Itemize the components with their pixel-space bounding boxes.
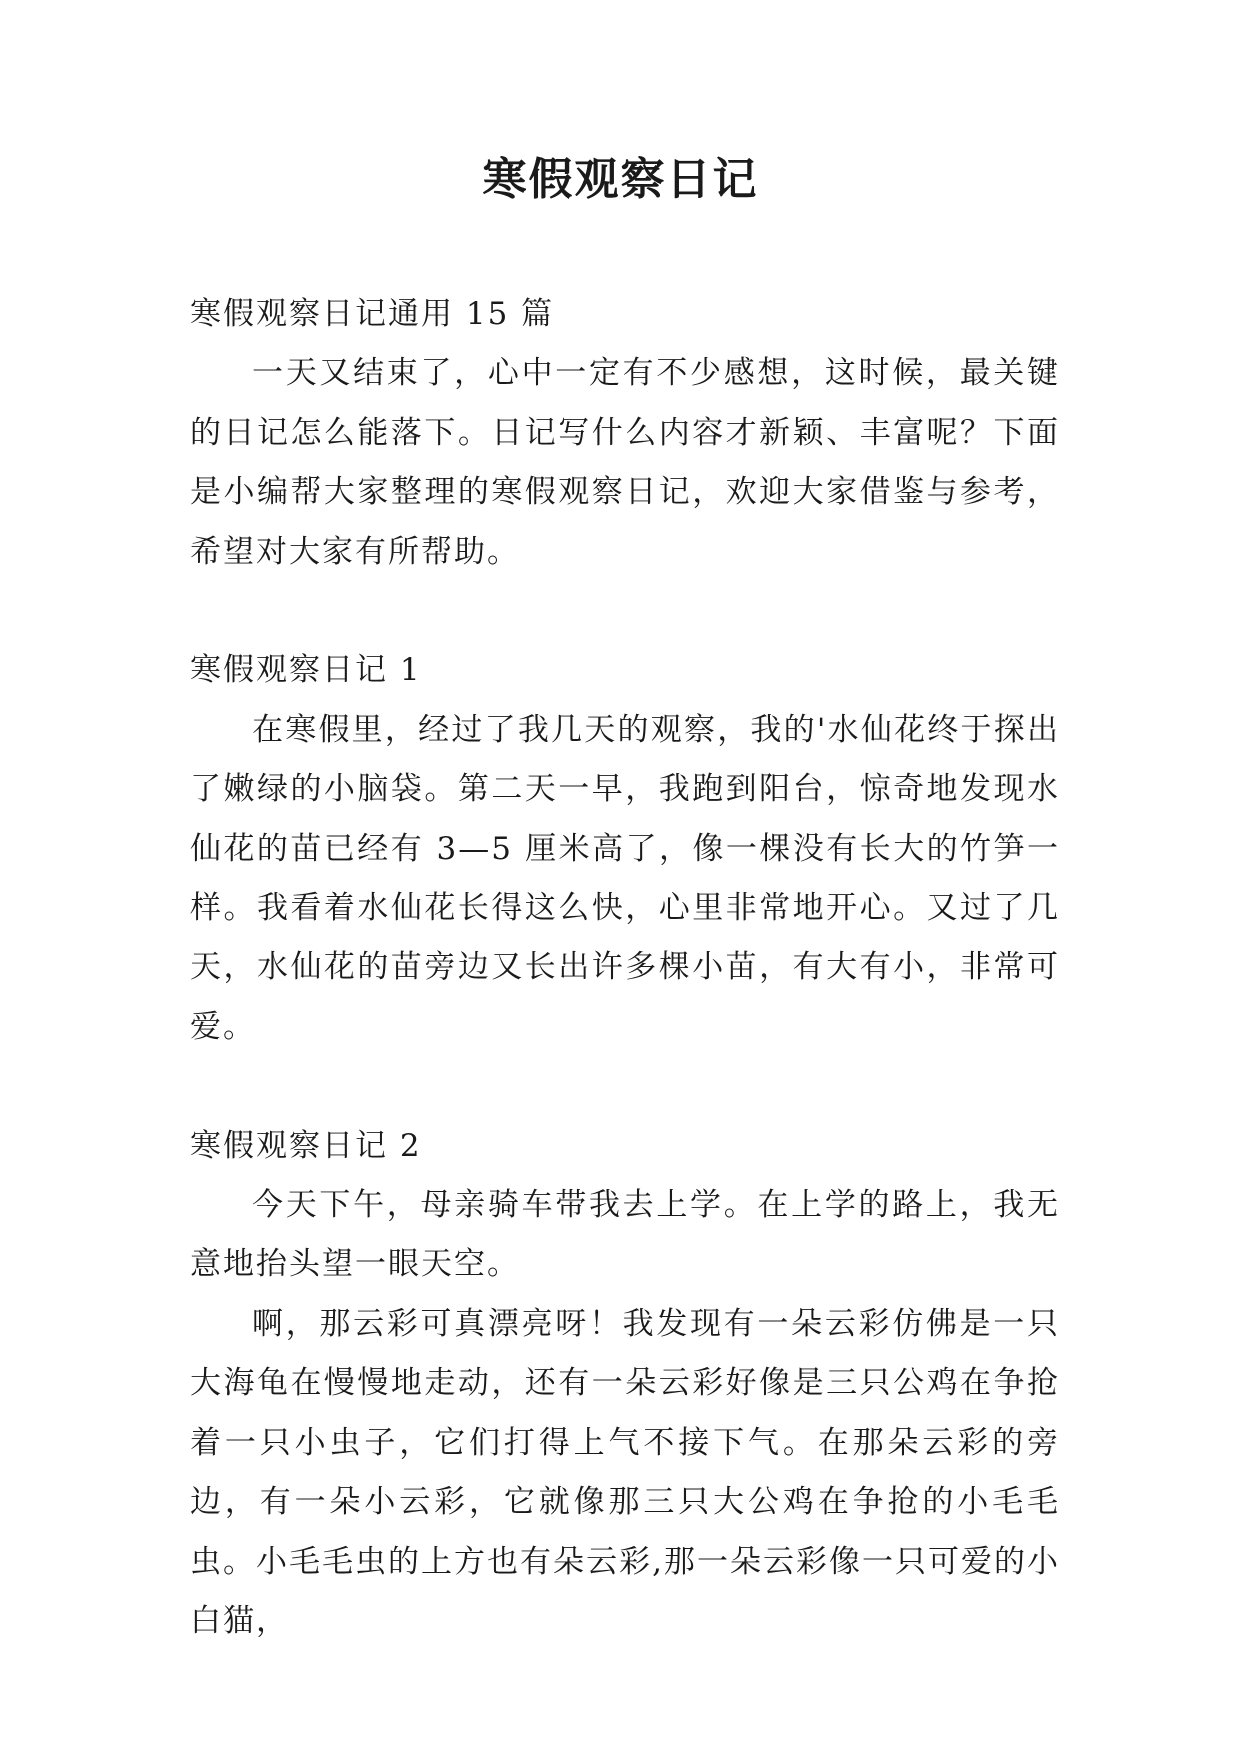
diary-section-1	[190, 641, 1060, 1057]
section-paragraph: 啊，那云彩可真漂亮呀！我发现有一朵云彩仿佛是一只大海龟在慢慢地走动，还有一朵云彩好像是三只公鸡在争抢着一只小虫子，它们打得上气不接下气。在那朵云彩的旁边，有一朵小云彩，它就像那三只大公鸡在争抢的小毛毛虫。小毛毛虫的上方也有朵云彩,那一朵云彩像一只可爱的小白猫，	[190, 1305, 1060, 1639]
section-heading: 寒假观察日记 2	[190, 1127, 422, 1164]
section-paragraph: 今天下午，母亲骑车带我去上学。在上学的路上，我无意地抬头望一眼天空。	[190, 1187, 1060, 1283]
document-body	[190, 285, 1060, 1651]
section-heading: 寒假观察日记 1	[190, 652, 422, 689]
section-paragraph: 在寒假里，经过了我几天的观察，我的'水仙花终于探出了嫩绿的小脑袋。第二天一早，我跑到阳台，惊奇地发现水仙花的苗已经有 3—5 厘米高了，像一棵没有长大的竹笋一样。我看着水仙花长得这么快，心里非常地开心。又过了几天，水仙花的苗旁边又长出许多棵小苗，有大有小，非常可爱。	[190, 711, 1060, 1045]
document-subtitle: 寒假观察日记通用 15 篇	[190, 296, 555, 332]
intro-paragraph: 一天又结束了，心中一定有不少感想，这时候，最关键的日记怎么能落下。日记写什么内容才新颖、丰富呢？下面是小编帮大家整理的寒假观察日记，欢迎大家借鉴与参考，希望对大家有所帮助。	[190, 355, 1060, 570]
diary-section-2	[190, 1117, 1060, 1652]
document-title: 寒假观察日记	[482, 154, 759, 205]
